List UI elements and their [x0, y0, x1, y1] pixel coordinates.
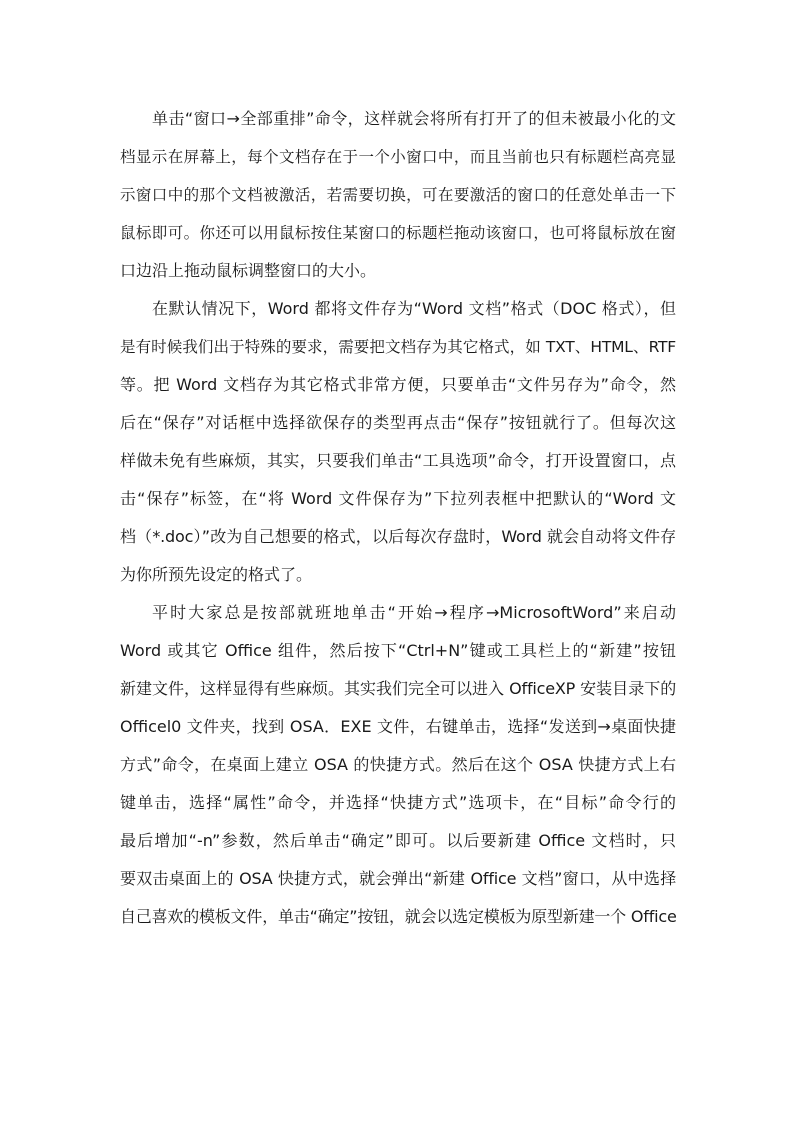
text-line: 在默认情况下，Word 都将文件存为“Word 文档”格式（DOC 格式），但 [152, 299, 676, 318]
text-line: 等。把 Word 文档存为其它格式非常方便，只要单击“文件另存为”命令，然 [120, 375, 676, 394]
text-line: 自己喜欢的模板文件，单击“确定”按钮，就会以选定模板为原型新建一个 Office [120, 907, 677, 926]
text-line: 击“保存”标签，在“将 Word 文件保存为”下拉列表框中把默认的“Word 文 [120, 489, 676, 508]
text-line: 档显示在屏幕上，每个文档存在于一个小窗口中，而且当前也只有标题栏高亮显 [120, 148, 676, 166]
text-line: 方式”命令，在桌面上建立 OSA 的快捷方式。然后在这个 OSA 快捷方式上右 [120, 755, 676, 774]
text-line: 新建文件，这样显得有些麻烦。其实我们完全可以进入 OfficeXP 安装目录下的 [120, 679, 676, 698]
document-body [120, 100, 676, 936]
text-line: 示窗口中的那个文档被激活，若需要切换，可在要激活的窗口的任意处单击一下 [120, 186, 676, 204]
paragraph-1 [120, 100, 676, 290]
text-line: 单击“窗口→全部重排”命令，这样就会将所有打开了的但未被最小化的文 [152, 109, 676, 128]
text-line: 口边沿上拖动鼠标调整窗口的大小。 [120, 261, 377, 280]
text-line: Word 或其它 Office 组件，然后按下“Ctrl+N”键或工具栏上的“新建”按钮 [120, 641, 676, 660]
text-line: 鼠标即可。你还可以用鼠标按住某窗口的标题栏拖动该窗口，也可将鼠标放在窗 [120, 224, 676, 242]
text-line: Officel0 文件夹，找到 OSA．EXE 文件，右键单击，选择“发送到→桌面快捷 [120, 717, 676, 736]
text-line: 档（*.doc）”改为自己想要的格式，以后每次存盘时，Word 就会自动将文件存 [120, 527, 676, 546]
text-line: 后在“保存”对话框中选择欲保存的类型再点击“保存”按钮就行了。但每次这 [120, 413, 676, 432]
text-line: 平时大家总是按部就班地单击“开始→程序→MicrosoftWord”来启动 [152, 603, 676, 622]
text-line: 最后增加“-n”参数，然后单击“确定”即可。以后要新建 Office 文档时，只 [120, 831, 676, 850]
text-line: 要双击桌面上的 OSA 快捷方式，就会弹出“新建 Office 文档”窗口，从中选择 [120, 869, 676, 888]
text-line: 是有时候我们出于特殊的要求，需要把文档存为其它格式，如 TXT、HTML、RTF [120, 338, 676, 356]
text-line: 键单击，选择“属性”命令，并选择“快捷方式”选项卡，在“目标”命令行的 [120, 793, 676, 812]
text-line: 样做未免有些麻烦，其实，只要我们单击“工具选项”命令，打开设置窗口，点 [120, 451, 676, 470]
paragraph-2 [120, 290, 676, 594]
text-line: 为你所预先设定的格式了。 [120, 565, 313, 584]
paragraph-3 [120, 594, 676, 936]
